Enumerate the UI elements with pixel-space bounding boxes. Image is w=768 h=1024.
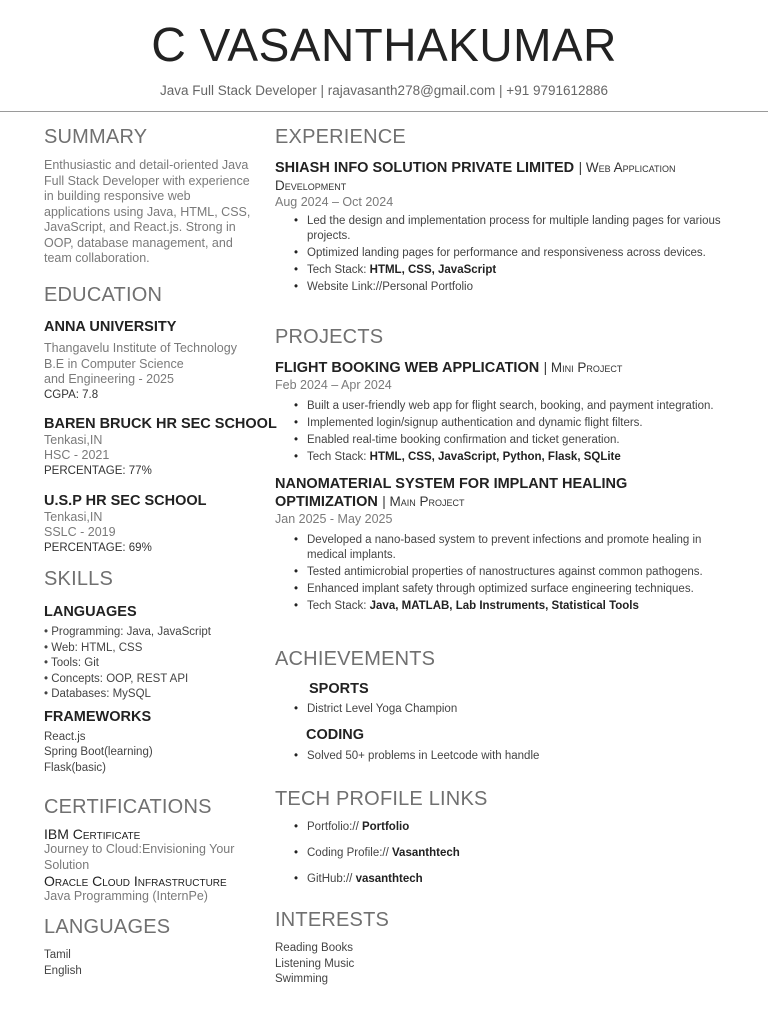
summary-section [44, 124, 269, 267]
interest-item: Swimming [275, 973, 329, 985]
contact-line: Java Full Stack Developer | rajavasanth278@gmail.com | +91 9791612886 [159, 83, 609, 98]
skill-item: • Programming: Java, JavaScript [44, 626, 212, 638]
certification-detail: Journey to Cloud:Envisioning Your [44, 842, 235, 856]
project-title: NANOMATERIAL SYSTEM FOR IMPLANT HEALING [275, 476, 628, 492]
project-title-continued: OPTIMIZATION [275, 494, 378, 510]
project-title: FLIGHT BOOKING WEB APPLICATION [275, 360, 540, 376]
framework-item: Flask(basic) [44, 761, 106, 774]
summary-line: team collaboration. [44, 251, 150, 265]
summary-text [44, 158, 269, 267]
spoken-languages-section [44, 914, 269, 979]
list-item: • Built a user-friendly web app for flight search, booking, and payment integration. [307, 399, 735, 414]
interests-section [275, 907, 735, 988]
experience-title-line [275, 159, 735, 177]
education-score: CGPA: 7.8 [44, 388, 99, 401]
experience-date: Aug 2024 – Oct 2024 [275, 195, 394, 209]
education-heading: EDUCATION [44, 284, 163, 306]
education-entry [44, 318, 269, 403]
framework-item: Spring Boot(learning) [44, 746, 153, 758]
list-item [307, 599, 735, 614]
certifications-section [44, 794, 269, 905]
skill-item: • Databases: MySQL [44, 688, 151, 700]
name-surname: VASANTHAKUMAR [199, 19, 617, 71]
spoken-language: Tamil [44, 949, 71, 961]
portfolio-link[interactable]: Portfolio [361, 821, 410, 833]
spoken-language: English [44, 964, 82, 977]
tech-stack-label: Tech Stack: [307, 264, 370, 276]
project-entry [275, 359, 735, 465]
education-detail: Thangavelu Institute of Technology [44, 341, 237, 355]
tech-stack-value: HTML, CSS, JavaScript [369, 264, 497, 276]
project-bullets [275, 533, 735, 614]
profile-links-list [275, 820, 735, 887]
tech-stack-label: Tech Stack: [307, 451, 370, 463]
project-tag: | Mini Project [543, 360, 623, 375]
interests-heading: INTERESTS [275, 909, 390, 931]
education-entry [44, 415, 277, 479]
resume-header [0, 0, 768, 112]
list-item: • Solved 50+ problems in Leetcode with handle [307, 749, 735, 764]
tech-stack-label: Tech Stack: [307, 600, 370, 612]
tech-stack-value: HTML, CSS, JavaScript, Python, Flask, SQLite [369, 451, 621, 463]
candidate-name [0, 18, 768, 73]
certification-detail: Java Programming (InternPe) [44, 889, 208, 903]
job-role: | Web Application [578, 160, 676, 175]
summary-heading: SUMMARY [44, 126, 148, 148]
list-item: • Enhanced implant safety through optimized surface engineering techniques. [307, 582, 735, 597]
experience-heading: EXPERIENCE [275, 126, 406, 148]
education-detail: and Engineering - 2025 [44, 372, 174, 386]
interest-item: Listening Music [275, 957, 355, 970]
summary-line: Full Stack Developer with experience [44, 173, 250, 188]
list-item: • Optimized landing pages for performance and responsiveness across devices. [307, 246, 735, 261]
framework-item: React.js [44, 730, 86, 743]
achievements-heading: ACHIEVEMENTS [275, 648, 436, 670]
profile-label: GitHub:// [307, 873, 356, 885]
profile-label: Portfolio:// [307, 821, 362, 833]
profile-links-heading: TECH PROFILE LINKS [275, 788, 488, 810]
sports-list [275, 702, 735, 717]
list-item: • Implemented login/signup authentication and dynamic flight filters. [307, 416, 735, 431]
skills-frameworks-title: FRAMEWORKS [44, 708, 152, 725]
education-score: PERCENTAGE: 77% [44, 464, 152, 477]
summary-line: JavaScript, and React.js. Strong in [44, 220, 236, 234]
list-item[interactable] [307, 820, 735, 835]
sports-title: SPORTS [309, 681, 369, 697]
project-entry [275, 476, 735, 614]
name-initial: C [151, 19, 187, 72]
education-detail: Tenkasi,IN [44, 509, 103, 524]
project-tag: | Main Project [382, 494, 465, 509]
list-item: • District Level Yoga Champion [307, 702, 735, 717]
institution-name: U.S.P HR SEC SCHOOL [44, 492, 207, 509]
experience-section [275, 124, 735, 297]
certifications-heading: CERTIFICATIONS [44, 796, 212, 818]
certification-detail: Solution [44, 857, 90, 872]
summary-line: applications using Java, HTML, CSS, [44, 204, 251, 219]
education-detail: Tenkasi,IN [44, 432, 103, 447]
list-item [307, 450, 735, 465]
institution-name: BAREN BRUCK HR SEC SCHOOL [44, 415, 277, 432]
list-item: • Led the design and implementation process for multiple landing pages for various projects. [307, 214, 735, 244]
education-detail: HSC - 2021 [44, 448, 110, 462]
job-role-continued: Development [275, 178, 347, 193]
certification-title: Oracle Cloud Infrastructure [44, 873, 227, 889]
project-date: Jan 2025 - May 2025 [275, 512, 393, 526]
summary-line: Enthusiastic and detail-oriented Java [44, 158, 249, 172]
skill-item: • Concepts: OOP, REST API [44, 672, 189, 685]
skills-heading: SKILLS [44, 568, 114, 590]
education-detail: B.E in Computer Science [44, 356, 184, 371]
summary-line: OOP, database management, and [44, 235, 233, 250]
list-item: • Tested antimicrobial properties of nanostructures against common pathogens. [307, 565, 735, 580]
achievements-section [275, 646, 735, 766]
certification-title: IBM Certificate [44, 826, 141, 842]
education-entry [44, 492, 269, 556]
list-item: • Developed a nano-based system to prevent infections and promote healing in medical implants. [307, 533, 735, 563]
interest-item: Reading Books [275, 942, 353, 954]
tech-stack-value: Java, MATLAB, Lab Instruments, Statistical Tools [369, 600, 639, 612]
project-date: Feb 2024 – Apr 2024 [275, 378, 392, 392]
github-link[interactable]: vasanthtech [355, 873, 423, 885]
projects-section [275, 324, 735, 616]
list-item[interactable] [307, 846, 735, 861]
spoken-languages-heading: LANGUAGES [44, 916, 171, 938]
coding-list [275, 749, 735, 764]
profile-links-section [275, 786, 735, 889]
skills-languages-title: LANGUAGES [44, 604, 137, 620]
list-item[interactable] [307, 872, 735, 887]
institution-name: ANNA UNIVERSITY [44, 319, 177, 335]
skills-section [44, 566, 269, 776]
profile-label: Coding Profile:// [307, 847, 393, 859]
projects-heading: PROJECTS [275, 326, 384, 348]
summary-line: in building responsive web [44, 189, 191, 203]
list-item [307, 263, 735, 278]
education-score: PERCENTAGE: 69% [44, 541, 152, 554]
coding-title: CODING [306, 727, 364, 743]
company-name: SHIASH INFO SOLUTION PRIVATE LIMITED [275, 160, 575, 176]
coding-profile-link[interactable]: Vasanthtech [392, 847, 460, 859]
skill-item: • Web: HTML, CSS [44, 641, 143, 654]
project-bullets [275, 399, 735, 465]
list-item: • Enabled real-time booking confirmation and ticket generation. [307, 433, 735, 448]
skill-item: • Tools: Git [44, 657, 99, 669]
education-section [44, 282, 277, 556]
right-column [275, 124, 735, 1004]
list-item: • Website Link://Personal Portfolio [307, 280, 735, 295]
education-detail: SSLC - 2019 [44, 525, 116, 539]
header-divider [0, 111, 768, 112]
experience-bullets [275, 214, 735, 295]
left-column [44, 124, 277, 1004]
